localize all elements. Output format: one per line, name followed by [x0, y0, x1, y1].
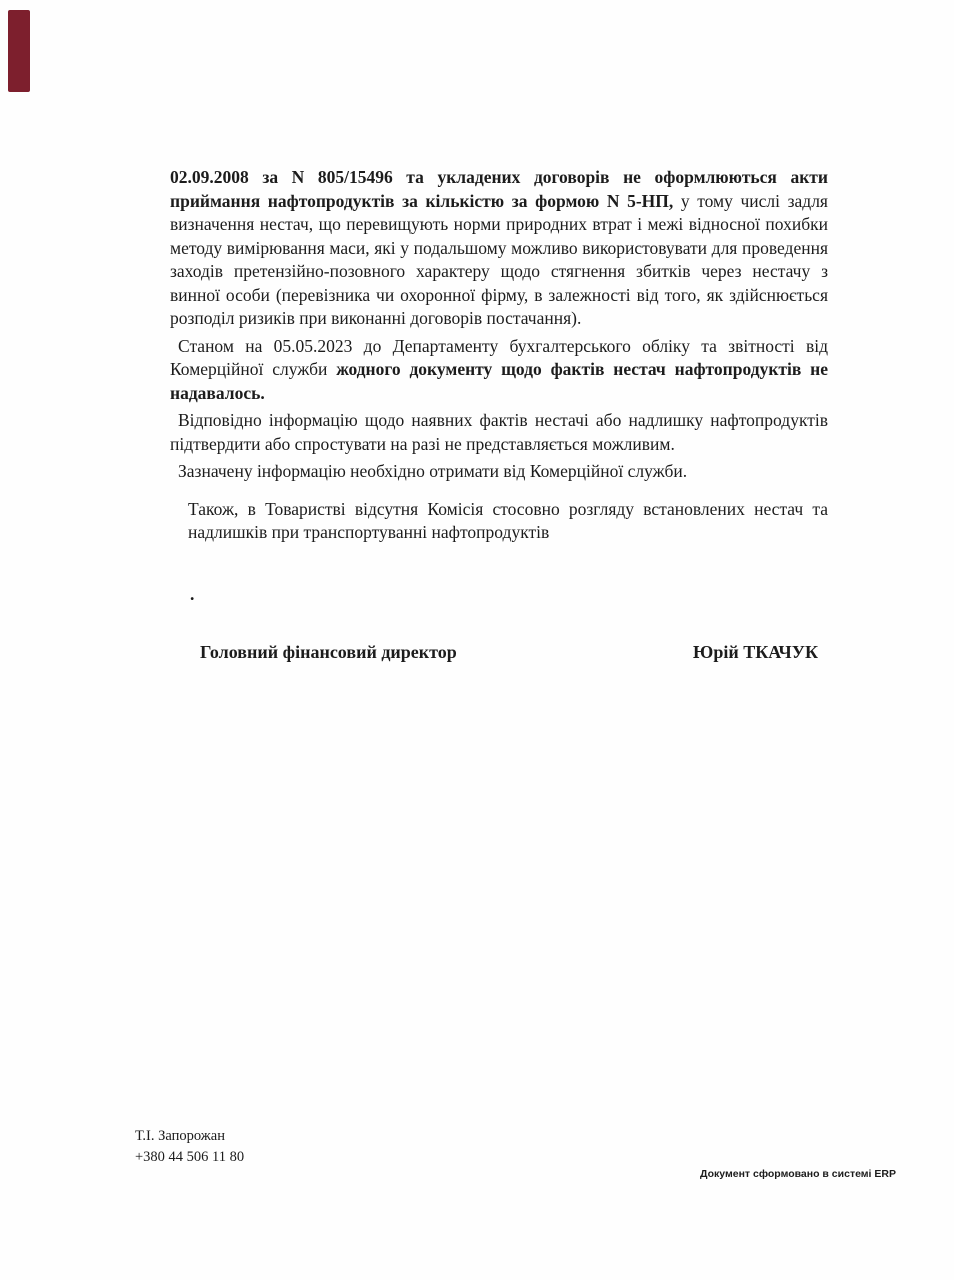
paragraph-status-lead: Станом на 05.05.2023 до Департаменту бухгалтерського обліку та звітності від Комерційної служби — [170, 335, 828, 379]
erp-system-note: Документ сформовано в системі ERP — [700, 1168, 896, 1180]
paragraph-commission: Також, в Товаристві відсутня Комісія стосовно розгляду встановлених нестач та надлишків при транспортуванні нафтопродуктів — [188, 498, 828, 542]
stray-dot: . — [190, 583, 195, 604]
contact-phone: +380 44 506 11 80 — [135, 1149, 245, 1165]
signature-row — [170, 641, 828, 665]
paragraph-request-info: Зазначену інформацію необхідно отримати від Комерційної служби. — [178, 461, 688, 481]
signature-name: Юрій ТКАЧУК — [693, 641, 818, 662]
paragraph-confirmation: Відповідно інформацію щодо наявних фактів нестачі або надлишку нафтопродуктів підтвердити або спростувати на разі не представляється можливим. — [170, 410, 828, 454]
paragraph-status-bold: жодного документу щодо фактів нестач нафтопродуктів не надавалось. — [170, 359, 829, 403]
signature-title: Головний фінансовий директор — [200, 641, 457, 662]
paragraph-acts — [170, 166, 828, 331]
contact-name: Т.І. Запорожан — [135, 1128, 225, 1144]
paragraph-acts-rest: у тому числі задля визначення нестач, що перевищують норми природних втрат і межі відносної похибки методу вимірювання маси, які у подальшому можливо використовувати для проведення заходів претензійно-позовного характеру щодо стягнення збитків через нестачу з винної особи (перевізника чи охоронної фірму, в залежності від того, як здійснюється розподіл ризиків при виконанні договорів постачання). — [170, 190, 828, 328]
document-body — [170, 166, 828, 664]
paragraph-acts-bold-lead: 02.09.2008 за N 805/15496 та укладених договорів не оформлюються акти приймання нафтопродуктів за кількістю за формою N 5-НП, — [170, 167, 828, 211]
paragraph-status — [170, 335, 828, 406]
footer-contact-block — [135, 1126, 244, 1168]
scan-artifact-red-bar — [8, 10, 30, 92]
